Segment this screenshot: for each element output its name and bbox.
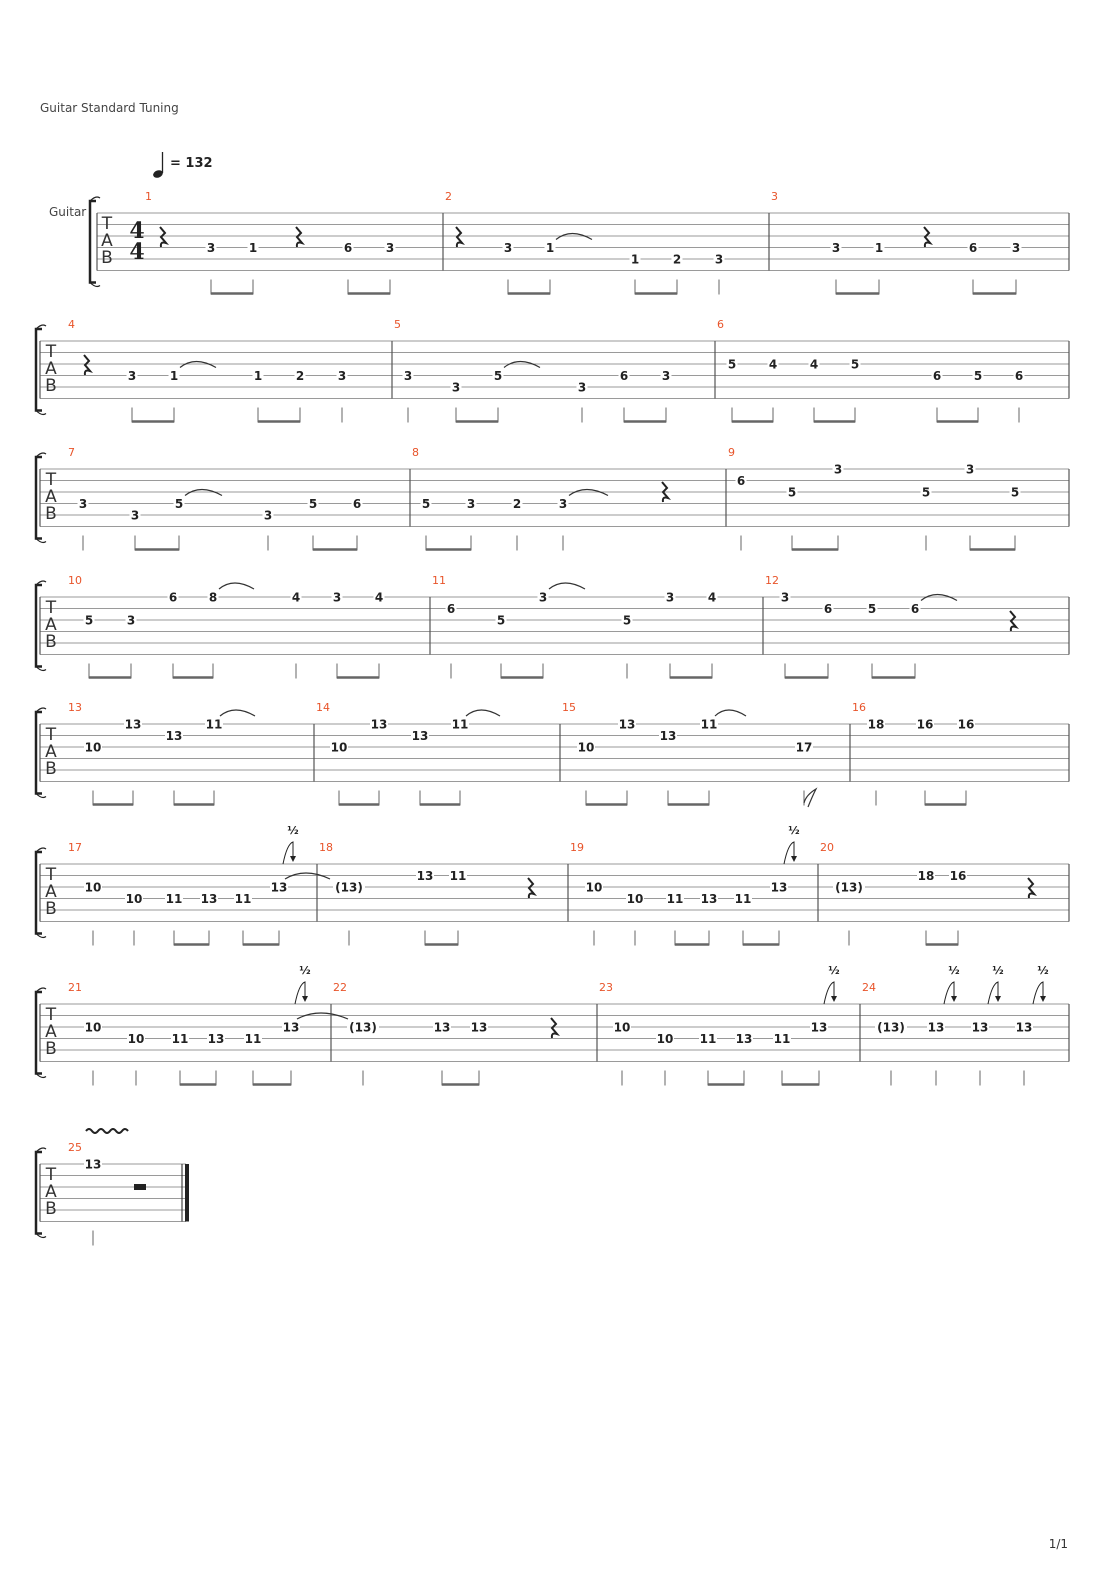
bend-arrow-icon — [988, 982, 998, 1004]
tab-clef-letter: A — [45, 1022, 57, 1042]
fret-number: 6 — [446, 602, 456, 616]
fret-number: 4 — [809, 357, 819, 372]
bend-arrow-icon — [824, 982, 834, 1004]
bend-arrowhead-icon — [1040, 996, 1046, 1002]
measure-number: 1 — [145, 190, 152, 203]
fret-number: 6 — [343, 241, 353, 255]
fret-number: 3 — [577, 380, 587, 395]
measure-number: 13 — [68, 701, 82, 714]
fret-number: 4 — [768, 357, 778, 372]
tab-clef-letter: A — [101, 231, 113, 251]
fret-number: 3 — [833, 462, 843, 477]
fret-number: 4 — [374, 590, 384, 605]
bend-arrowhead-icon — [302, 996, 308, 1002]
bend-amount-label: ½ — [948, 964, 960, 977]
fret-number: 18 — [917, 869, 935, 883]
fret-number: 10 — [84, 1020, 102, 1035]
tab-clef-letter: T — [101, 214, 113, 234]
fret-number: 5 — [84, 613, 94, 628]
tuning-label: Guitar Standard Tuning — [40, 101, 179, 115]
measure-number: 19 — [570, 841, 584, 854]
fret-number: 11 — [699, 1032, 717, 1046]
bend-arrow-icon — [295, 982, 305, 1004]
quarter-rest-icon — [160, 227, 166, 247]
quarter-rest-icon — [296, 227, 302, 247]
fret-number: 13 — [84, 1157, 102, 1172]
fret-number: 3 — [538, 590, 548, 605]
fret-number: 10 — [84, 740, 102, 755]
measure-number: 4 — [68, 318, 75, 331]
fret-number: 13 — [770, 880, 788, 895]
measure-number: 16 — [852, 701, 866, 714]
fret-number: 4 — [707, 590, 717, 605]
fret-number: 13 — [411, 729, 429, 743]
fret-number: 13 — [165, 729, 183, 743]
fret-number: 3 — [831, 241, 841, 255]
tab-clef-letter: T — [45, 598, 57, 618]
fret-number: 11 — [451, 717, 469, 732]
fret-number: 3 — [403, 369, 413, 383]
fret-number: 13 — [470, 1020, 488, 1035]
fret-number: 8 — [208, 590, 218, 605]
tab-clef-letter: A — [45, 742, 57, 762]
measure-number: 25 — [68, 1141, 82, 1154]
fret-number: 3 — [263, 508, 273, 523]
fret-number: 5 — [850, 357, 860, 372]
time-sig-numerator: 4 — [129, 218, 145, 244]
measure-number: 18 — [319, 841, 333, 854]
fret-number: 3 — [451, 380, 461, 395]
fret-number: 5 — [493, 369, 503, 383]
fret-number: 3 — [127, 369, 137, 383]
bend-arrowhead-icon — [995, 996, 1001, 1002]
fret-number: 11 — [165, 892, 183, 906]
fret-number: 13 — [659, 729, 677, 743]
system-bracket — [90, 201, 96, 283]
fret-number: 3 — [126, 613, 136, 628]
tab-clef-letter: T — [45, 342, 57, 362]
fret-number: 10 — [613, 1020, 631, 1035]
fret-number: 1 — [874, 241, 884, 255]
bend-arrow-icon — [784, 842, 794, 864]
fret-number: 16 — [949, 869, 967, 883]
fret-number: 13 — [618, 717, 636, 732]
measure-number: 9 — [728, 446, 735, 459]
bend-arrow-icon — [944, 982, 954, 1004]
time-sig-denominator: 4 — [129, 239, 145, 265]
tie-arc — [549, 583, 585, 589]
fret-number: 11 — [205, 717, 223, 732]
fret-number: 10 — [577, 740, 595, 755]
tab-clef-letter: B — [45, 899, 57, 919]
fret-number: 11 — [773, 1032, 791, 1046]
measure-number: 14 — [316, 701, 330, 714]
tab-clef-letter: T — [45, 725, 57, 745]
measure-number: 21 — [68, 981, 82, 994]
fret-number: 11 — [449, 869, 467, 883]
bend-arrowhead-icon — [831, 996, 837, 1002]
fret-number: 5 — [308, 497, 318, 511]
fret-number: 3 — [965, 462, 975, 477]
fret-number: 13 — [700, 892, 718, 906]
bend-amount-label: ½ — [287, 824, 299, 837]
measure-number: 12 — [765, 574, 779, 587]
quarter-rest-icon — [551, 1018, 557, 1038]
bend-arrowhead-icon — [951, 996, 957, 1002]
fret-number: 10 — [656, 1032, 674, 1046]
fret-number: 3 — [503, 241, 513, 255]
fret-number: 10 — [626, 892, 644, 906]
tie-arc — [715, 710, 746, 716]
fret-number: 13 — [971, 1020, 989, 1035]
measure-number: 17 — [68, 841, 82, 854]
measure-number: 24 — [862, 981, 876, 994]
fret-number: 5 — [174, 497, 184, 511]
fret-number: 3 — [337, 369, 347, 383]
measure-number: 10 — [68, 574, 82, 587]
fret-number: 13 — [810, 1020, 828, 1035]
final-barline-thick — [185, 1164, 189, 1222]
fret-number: 6 — [619, 369, 629, 383]
fret-number: 16 — [916, 717, 934, 732]
fret-number: 3 — [1011, 241, 1021, 255]
fret-number: 5 — [622, 613, 632, 628]
fret-number: 13 — [282, 1020, 300, 1035]
bend-arrowhead-icon — [791, 856, 797, 862]
tab-clef-letter: A — [45, 487, 57, 507]
bend-amount-label: ½ — [299, 964, 311, 977]
tab-clef-letter: B — [45, 632, 57, 652]
fret-number: 3 — [780, 590, 790, 605]
fret-number: (13) — [877, 1020, 905, 1035]
fret-number: 3 — [332, 590, 342, 605]
measure-number: 11 — [432, 574, 446, 587]
tie-arc — [220, 710, 255, 716]
fret-number: 11 — [734, 892, 752, 906]
measure-number: 20 — [820, 841, 834, 854]
page-number: 1/1 — [1048, 1537, 1068, 1551]
fret-number: 2 — [672, 252, 682, 267]
fret-number: 13 — [433, 1020, 451, 1035]
fret-number: 3 — [385, 241, 395, 255]
measure-number: 15 — [562, 701, 576, 714]
fret-number: 5 — [1010, 485, 1020, 500]
quarter-rest-icon — [456, 227, 462, 247]
quarter-rest-icon — [84, 355, 90, 375]
measure-number: 23 — [599, 981, 613, 994]
quarter-rest-icon — [1010, 611, 1016, 631]
fret-number: 10 — [585, 880, 603, 895]
fret-number: 2 — [512, 497, 522, 511]
tab-clef-letter: A — [45, 1182, 57, 1202]
tempo-marking: = 132 — [170, 156, 213, 171]
fret-number: 1 — [248, 241, 258, 255]
fret-number: 1 — [545, 241, 555, 255]
tab-clef-letter: A — [45, 882, 57, 902]
tab-clef-letter: B — [45, 1199, 57, 1219]
fret-number: 1 — [169, 369, 179, 383]
fret-number: 6 — [932, 369, 942, 383]
fret-number: 3 — [714, 252, 724, 267]
tie-arc — [219, 583, 254, 589]
tab-clef-letter: B — [45, 376, 57, 396]
fret-number: 6 — [1014, 369, 1024, 383]
bend-amount-label: ½ — [1037, 964, 1049, 977]
fret-number: 6 — [168, 590, 178, 605]
quarter-rest-icon — [1028, 878, 1034, 898]
fret-number: 3 — [130, 508, 140, 523]
instrument-label: Guitar — [49, 205, 87, 219]
measure-number: 6 — [717, 318, 724, 331]
fret-number: 11 — [700, 717, 718, 732]
tab-clef-letter: T — [45, 1005, 57, 1025]
fret-number: 6 — [910, 602, 920, 616]
bend-amount-label: ½ — [992, 964, 1004, 977]
fret-number: 16 — [957, 717, 975, 732]
fret-number: 3 — [558, 497, 568, 511]
bend-arrowhead-icon — [290, 856, 296, 862]
fret-number: 5 — [973, 369, 983, 383]
fret-number: 17 — [795, 740, 813, 755]
fret-number: 11 — [666, 892, 684, 906]
quarter-rest-icon — [528, 878, 534, 898]
fret-number: 18 — [867, 717, 885, 732]
measure-number: 8 — [412, 446, 419, 459]
fret-number: 6 — [736, 474, 746, 488]
fret-number: (13) — [335, 880, 363, 895]
half-rest-icon — [134, 1184, 146, 1190]
fret-number: 5 — [867, 602, 877, 616]
fret-number: 10 — [127, 1032, 145, 1046]
fret-number: 13 — [370, 717, 388, 732]
bend-arrow-icon — [1033, 982, 1043, 1004]
fret-number: 3 — [78, 497, 88, 511]
tab-clef-letter: T — [45, 470, 57, 490]
tab-clef-letter: B — [45, 1039, 57, 1059]
fret-number: 13 — [1015, 1020, 1033, 1035]
tab-clef-letter: A — [45, 615, 57, 635]
measure-number: 5 — [394, 318, 401, 331]
fret-number: 13 — [200, 892, 218, 906]
fret-number: 13 — [927, 1020, 945, 1035]
measure-number: 22 — [333, 981, 347, 994]
fret-number: 5 — [921, 485, 931, 500]
fret-number: 5 — [727, 357, 737, 372]
bend-arrow-icon — [283, 842, 293, 864]
measure-number: 7 — [68, 446, 75, 459]
fret-number: 1 — [253, 369, 263, 383]
fret-number: 1 — [630, 252, 640, 267]
fret-number: 3 — [665, 590, 675, 605]
fret-number: 13 — [270, 880, 288, 895]
measure-number: 2 — [445, 190, 452, 203]
bend-amount-label: ½ — [788, 824, 800, 837]
measure-number: 3 — [771, 190, 778, 203]
fret-number: 5 — [421, 497, 431, 511]
fret-number: 10 — [125, 892, 143, 906]
quarter-rest-icon — [924, 227, 930, 247]
tab-clef-letter: B — [101, 248, 113, 268]
fret-number: (13) — [835, 880, 863, 895]
fret-number: 5 — [787, 485, 797, 500]
fret-number: (13) — [349, 1020, 377, 1035]
fret-number: 11 — [234, 892, 252, 906]
fret-number: 13 — [416, 869, 434, 883]
tab-clef-letter: B — [45, 504, 57, 524]
fret-number: 6 — [968, 241, 978, 255]
fret-number: 5 — [496, 613, 506, 628]
fret-number: 13 — [735, 1032, 753, 1046]
fret-number: 10 — [84, 880, 102, 895]
fret-number: 11 — [244, 1032, 262, 1046]
tab-clef-letter: B — [45, 759, 57, 779]
tie-arc — [466, 710, 500, 716]
fret-number: 13 — [207, 1032, 225, 1046]
bend-amount-label: ½ — [828, 964, 840, 977]
tab-clef-letter: T — [45, 1165, 57, 1185]
vibrato-wave-icon — [86, 1129, 128, 1133]
fret-number: 13 — [124, 717, 142, 732]
fret-number: 3 — [206, 241, 216, 255]
fret-number: 11 — [171, 1032, 189, 1046]
eighth-flag-icon — [804, 789, 816, 807]
fret-number: 2 — [295, 369, 305, 383]
fret-number: 3 — [466, 497, 476, 511]
fret-number: 4 — [291, 590, 301, 605]
fret-number: 6 — [352, 497, 362, 511]
tab-clef-letter: A — [45, 359, 57, 379]
fret-number: 6 — [823, 602, 833, 616]
fret-number: 3 — [661, 369, 671, 383]
tab-clef-letter: T — [45, 865, 57, 885]
fret-number: 10 — [330, 740, 348, 755]
